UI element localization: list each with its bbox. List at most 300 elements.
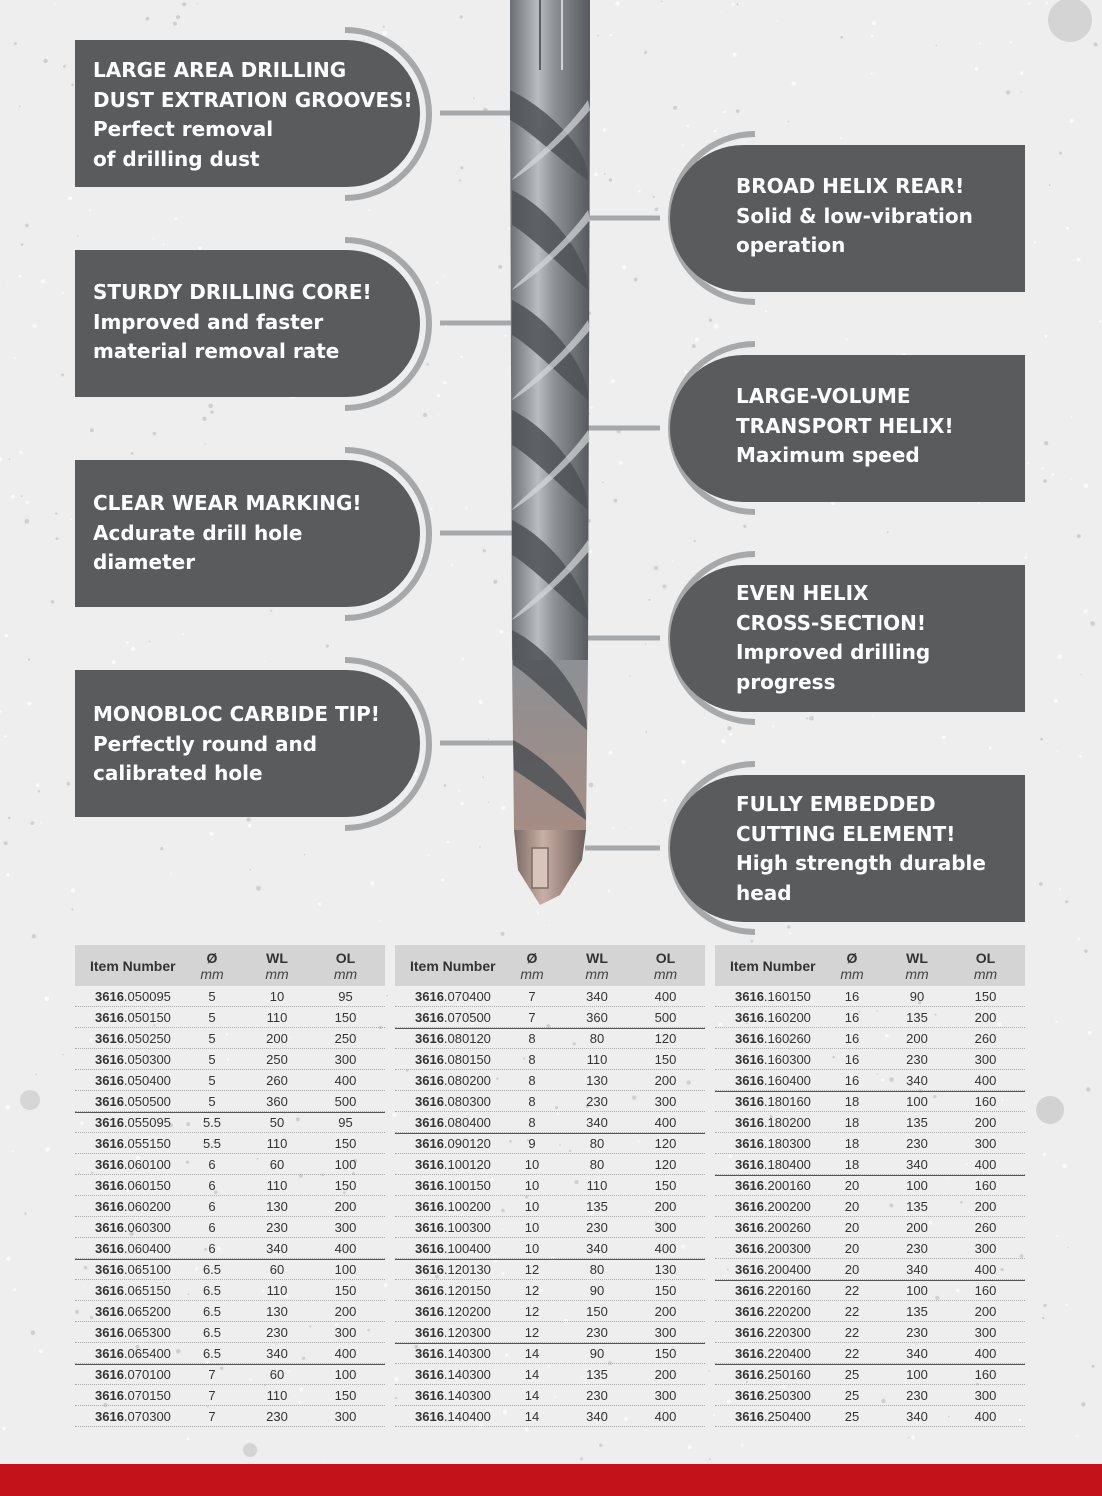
- item-suffix: .080200: [443, 1072, 491, 1088]
- item-number-cell: [75, 1346, 192, 1361]
- item-number-cell: [395, 1094, 512, 1109]
- diameter-cell: 6: [208, 1198, 216, 1214]
- diameter-cell: 14: [524, 1408, 540, 1424]
- diameter-cell: 16: [844, 1072, 860, 1088]
- overall-length-cell: 250: [334, 1030, 357, 1046]
- table-row: [395, 1175, 705, 1196]
- table-header: [715, 945, 1025, 986]
- header-label: Ø: [526, 949, 538, 966]
- overall-length-cell: 160: [974, 1178, 997, 1193]
- item-prefix: 3616: [415, 1136, 444, 1151]
- working-length-cell: 360: [266, 1093, 288, 1109]
- overall-length-cell: 260: [974, 1219, 997, 1235]
- item-number-cell: [715, 1073, 832, 1088]
- overall-length-cell: 300: [654, 1324, 677, 1340]
- item-number-cell: [75, 1052, 192, 1067]
- diameter-cell: 9: [528, 1136, 536, 1151]
- item-suffix: .250400: [763, 1408, 811, 1424]
- diameter-cell: 12: [524, 1262, 540, 1277]
- working-length-cell: 135: [586, 1198, 608, 1214]
- table-row: [395, 1280, 705, 1301]
- table-row: [395, 1133, 705, 1154]
- item-prefix: 3616: [95, 1240, 124, 1256]
- item-suffix: .220300: [763, 1324, 811, 1340]
- item-suffix: .180200: [763, 1114, 811, 1130]
- overall-length-cell: 200: [974, 1114, 997, 1130]
- working-length-cell: 340: [586, 988, 608, 1004]
- item-suffix: .050500: [123, 1093, 171, 1109]
- item-suffix: .100200: [443, 1198, 491, 1214]
- diameter-cell: 20: [844, 1178, 860, 1193]
- overall-length-cell: 300: [974, 1051, 997, 1067]
- item-suffix: .250300: [763, 1387, 811, 1403]
- overall-length-cell: 200: [654, 1366, 677, 1382]
- item-suffix: .220400: [763, 1345, 811, 1361]
- overall-length-cell: 95: [338, 988, 353, 1004]
- working-length-cell: 60: [269, 1156, 285, 1172]
- working-length-cell: 230: [266, 1324, 288, 1340]
- table-row: [715, 1217, 1025, 1238]
- feature-line: Improved and faster: [93, 309, 324, 334]
- item-prefix: 3616: [95, 1282, 124, 1298]
- working-length-cell: 130: [266, 1303, 288, 1319]
- overall-length-cell: 150: [654, 1177, 677, 1193]
- table-row: [395, 1112, 705, 1133]
- table-row: [75, 1070, 385, 1091]
- item-suffix: .055150: [123, 1135, 171, 1151]
- table-header: [395, 945, 705, 986]
- item-suffix: .080300: [443, 1093, 491, 1109]
- item-number-cell: [395, 1241, 512, 1256]
- overall-length-cell: 300: [334, 1051, 357, 1067]
- working-length-cell: 230: [906, 1135, 928, 1151]
- table-row: [395, 1406, 705, 1427]
- column-header-diameter: [512, 950, 552, 982]
- diameter-cell: 5.5: [202, 1115, 222, 1130]
- diameter-cell: 5: [208, 1072, 216, 1088]
- feature-line: Perfectly round and: [93, 731, 318, 756]
- working-length-cell: 230: [906, 1051, 928, 1067]
- overall-length-cell: 260: [974, 1030, 997, 1046]
- overall-length-cell: 300: [654, 1219, 677, 1235]
- overall-length-cell: 400: [974, 1156, 997, 1172]
- table-row: [715, 1154, 1025, 1175]
- overall-length-cell: 500: [654, 1009, 677, 1025]
- working-length-cell: 110: [266, 1282, 288, 1298]
- column-header-working-length: [872, 950, 962, 982]
- overall-length-cell: 300: [334, 1408, 357, 1424]
- overall-length-cell: 150: [974, 988, 997, 1004]
- item-suffix: .060150: [123, 1177, 171, 1193]
- item-suffix: .120300: [443, 1324, 491, 1340]
- item-number-cell: [395, 1115, 512, 1130]
- overall-length-cell: 400: [974, 1345, 997, 1361]
- working-length-cell: 230: [266, 1408, 288, 1424]
- column-header-working-length: [552, 950, 642, 982]
- overall-length-cell: 200: [654, 1303, 677, 1319]
- item-suffix: .070500: [443, 1009, 491, 1025]
- table-row: [715, 1343, 1025, 1364]
- feature-line: head: [736, 880, 792, 905]
- diameter-cell: 12: [524, 1324, 540, 1340]
- table-row: [75, 1133, 385, 1154]
- item-prefix: 3616: [95, 1262, 124, 1277]
- feature-card-transport-helix: [670, 355, 1025, 502]
- overall-length-cell: 120: [654, 1031, 677, 1046]
- diameter-cell: 5: [208, 1009, 216, 1025]
- overall-length-cell: 400: [654, 1408, 677, 1424]
- item-prefix: 3616: [95, 1051, 124, 1067]
- diameter-cell: 16: [844, 988, 860, 1004]
- feature-card-helix-rear: [670, 145, 1025, 292]
- item-suffix: .070300: [123, 1408, 171, 1424]
- item-suffix: .200260: [763, 1219, 811, 1235]
- item-number-cell: [395, 1304, 512, 1319]
- item-prefix: 3616: [415, 1031, 444, 1046]
- item-suffix: .220160: [763, 1283, 811, 1298]
- item-prefix: 3616: [735, 988, 764, 1004]
- diameter-cell: 20: [844, 1219, 860, 1235]
- item-suffix: .050095: [123, 988, 171, 1004]
- item-number-cell: [715, 1157, 832, 1172]
- item-prefix: 3616: [415, 1240, 444, 1256]
- item-number-cell: [715, 1031, 832, 1046]
- table-row: [715, 1196, 1025, 1217]
- diameter-cell: 10: [524, 1198, 540, 1214]
- item-suffix: .060400: [123, 1240, 171, 1256]
- item-number-cell: [395, 1262, 512, 1277]
- item-suffix: .180160: [763, 1094, 811, 1109]
- item-number-cell: [715, 1115, 832, 1130]
- item-suffix: .160300: [763, 1051, 811, 1067]
- working-length-cell: 90: [589, 1346, 605, 1361]
- feature-line: EVEN HELIX: [736, 581, 869, 605]
- table-row: [75, 1175, 385, 1196]
- unit-label: mm: [653, 965, 678, 982]
- table-row: [715, 1070, 1025, 1091]
- item-suffix: .160150: [763, 988, 811, 1004]
- table-row: [395, 1091, 705, 1112]
- item-prefix: 3616: [415, 1198, 444, 1214]
- unit-label: mm: [520, 965, 544, 982]
- feature-line: Solid & low-vibration: [736, 203, 973, 228]
- overall-length-cell: 150: [334, 1009, 357, 1025]
- item-number-cell: [75, 1199, 192, 1214]
- diameter-cell: 22: [844, 1283, 860, 1298]
- item-prefix: 3616: [735, 1345, 764, 1361]
- table-row: [75, 1406, 385, 1427]
- diameter-cell: 7: [528, 1009, 536, 1025]
- item-suffix: .080120: [443, 1031, 491, 1046]
- item-number-cell: [75, 1073, 192, 1088]
- overall-length-cell: 200: [974, 1009, 997, 1025]
- diameter-cell: 14: [524, 1366, 540, 1382]
- item-number-cell: [715, 1409, 832, 1424]
- item-prefix: 3616: [735, 1030, 764, 1046]
- working-length-cell: 110: [266, 1009, 288, 1025]
- working-length-cell: 200: [266, 1030, 288, 1046]
- overall-length-cell: 200: [654, 1198, 677, 1214]
- unit-label: mm: [333, 965, 358, 982]
- item-prefix: 3616: [735, 1051, 764, 1067]
- item-prefix: 3616: [735, 1009, 764, 1025]
- working-length-cell: 90: [589, 1282, 605, 1298]
- working-length-cell: 60: [269, 1262, 285, 1277]
- item-suffix: .100300: [443, 1219, 491, 1235]
- diameter-cell: 6.5: [202, 1303, 222, 1319]
- item-number-cell: [395, 989, 512, 1004]
- feature-line: High strength durable: [736, 851, 986, 875]
- item-number-cell: [715, 1325, 832, 1340]
- diameter-cell: 25: [844, 1367, 860, 1382]
- working-length-cell: 230: [586, 1324, 608, 1340]
- overall-length-cell: 100: [334, 1367, 357, 1382]
- feature-card-helix-cross-section: [670, 565, 1025, 712]
- overall-length-cell: 300: [334, 1219, 357, 1235]
- working-length-cell: 250: [266, 1051, 288, 1067]
- item-suffix: .120150: [443, 1282, 491, 1298]
- item-number-cell: [395, 1157, 512, 1172]
- item-number-cell: [715, 1199, 832, 1214]
- diameter-cell: 5: [208, 1051, 216, 1067]
- feature-line: calibrated hole: [93, 761, 263, 785]
- item-suffix: .065400: [123, 1345, 171, 1361]
- overall-length-cell: 160: [974, 1367, 997, 1382]
- item-prefix: 3616: [95, 1177, 124, 1193]
- overall-length-cell: 120: [654, 1156, 677, 1172]
- feature-line: Perfect removal: [93, 117, 274, 141]
- column-header-working-length: [232, 950, 322, 982]
- item-prefix: 3616: [415, 1051, 444, 1067]
- diameter-cell: 18: [844, 1094, 860, 1109]
- diameter-cell: 10: [524, 1219, 540, 1235]
- diameter-cell: 6.5: [202, 1324, 222, 1340]
- diameter-cell: 12: [524, 1303, 540, 1319]
- item-number-cell: [395, 1136, 512, 1151]
- table-row: [715, 1364, 1025, 1385]
- table-row: [395, 1322, 705, 1343]
- item-number-cell: [715, 1052, 832, 1067]
- overall-length-cell: 150: [654, 1051, 677, 1067]
- working-length-cell: 200: [906, 1030, 928, 1046]
- working-length-cell: 150: [586, 1303, 608, 1319]
- unit-label: mm: [840, 965, 864, 982]
- diameter-cell: 18: [844, 1156, 860, 1172]
- table-row: [75, 1049, 385, 1070]
- table-row: [715, 1322, 1025, 1343]
- working-length-cell: 100: [906, 1283, 928, 1298]
- unit-label: mm: [905, 965, 929, 982]
- item-number-cell: [715, 1304, 832, 1319]
- item-suffix: .055095: [123, 1115, 171, 1130]
- header-label: OL: [655, 949, 676, 966]
- item-number-cell: [395, 1346, 512, 1361]
- drill-bit-image: [470, 0, 630, 910]
- header-label: WL: [266, 949, 288, 966]
- table-row: [75, 1280, 385, 1301]
- table-row: [75, 1028, 385, 1049]
- item-number-cell: [715, 1094, 832, 1109]
- working-length-cell: 100: [906, 1094, 928, 1109]
- diameter-cell: 18: [844, 1135, 860, 1151]
- item-number-cell: [75, 1367, 192, 1382]
- spec-table-2: [395, 945, 705, 1427]
- header-label: OL: [335, 949, 356, 966]
- item-suffix: .070100: [123, 1367, 171, 1382]
- item-suffix: .200160: [763, 1178, 811, 1193]
- working-length-cell: 130: [586, 1072, 608, 1088]
- overall-length-cell: 400: [334, 1240, 357, 1256]
- item-number-cell: [75, 1178, 192, 1193]
- table-row: [395, 1196, 705, 1217]
- diameter-cell: 16: [844, 1051, 860, 1067]
- table-row: [715, 1133, 1025, 1154]
- item-suffix: .200400: [763, 1261, 811, 1277]
- spec-table-3: [715, 945, 1025, 1427]
- item-number-cell: [75, 1241, 192, 1256]
- item-suffix: .250160: [763, 1367, 811, 1382]
- item-prefix: 3616: [735, 1303, 764, 1319]
- item-number-cell: [75, 1304, 192, 1319]
- table-row: [395, 1049, 705, 1070]
- working-length-cell: 60: [269, 1367, 285, 1382]
- feature-line: of drilling dust: [93, 146, 260, 171]
- column-header-overall-length: [322, 950, 369, 982]
- feature-line: Acdurate drill hole: [93, 520, 303, 545]
- feature-line: FULLY EMBEDDED: [736, 792, 936, 816]
- item-prefix: 3616: [735, 1114, 764, 1130]
- spec-table-1: [75, 945, 385, 1427]
- overall-length-cell: 100: [334, 1156, 357, 1172]
- item-suffix: .120200: [443, 1303, 491, 1319]
- diameter-cell: 5: [208, 988, 216, 1004]
- diameter-cell: 10: [524, 1156, 540, 1172]
- working-length-cell: 260: [266, 1072, 288, 1088]
- diameter-cell: 12: [524, 1282, 540, 1298]
- working-length-cell: 110: [266, 1177, 288, 1193]
- item-suffix: .200200: [763, 1198, 811, 1214]
- table-row: [395, 986, 705, 1007]
- item-suffix: .060200: [123, 1198, 171, 1214]
- item-prefix: 3616: [415, 1303, 444, 1319]
- feature-line: CUTTING ELEMENT!: [736, 821, 956, 846]
- table-row: [715, 1301, 1025, 1322]
- overall-length-cell: 400: [334, 1345, 357, 1361]
- item-number-cell: [75, 1283, 192, 1298]
- item-prefix: 3616: [415, 1009, 444, 1025]
- table-row: [75, 1196, 385, 1217]
- overall-length-cell: 400: [974, 1408, 997, 1424]
- diameter-cell: 22: [844, 1345, 860, 1361]
- column-header-item-number: Item Number: [410, 957, 496, 974]
- diameter-cell: 22: [844, 1324, 860, 1340]
- item-prefix: 3616: [95, 1367, 124, 1382]
- item-number-cell: [395, 1367, 512, 1382]
- overall-length-cell: 300: [654, 1093, 677, 1109]
- item-suffix: .180400: [763, 1156, 811, 1172]
- overall-length-cell: 200: [974, 1198, 997, 1214]
- item-prefix: 3616: [95, 1135, 124, 1151]
- item-prefix: 3616: [735, 1367, 764, 1382]
- header-label: WL: [906, 949, 928, 966]
- table-row: [75, 1112, 385, 1133]
- item-number-cell: [715, 1283, 832, 1298]
- diameter-cell: 5: [208, 1093, 216, 1109]
- diameter-cell: 10: [524, 1177, 540, 1193]
- overall-length-cell: 150: [654, 1282, 677, 1298]
- table-row: [395, 1154, 705, 1175]
- overall-length-cell: 500: [334, 1093, 357, 1109]
- item-suffix: .070150: [123, 1387, 171, 1403]
- feature-card-cutting-element: [670, 775, 1025, 922]
- footer-red-bar: [0, 1464, 1102, 1496]
- working-length-cell: 230: [586, 1219, 608, 1235]
- item-prefix: 3616: [415, 988, 444, 1004]
- overall-length-cell: 120: [654, 1136, 677, 1151]
- working-length-cell: 135: [906, 1114, 928, 1130]
- overall-length-cell: 300: [974, 1135, 997, 1151]
- diameter-cell: 8: [528, 1072, 536, 1088]
- table-row: [395, 1259, 705, 1280]
- overall-length-cell: 300: [334, 1324, 357, 1340]
- item-prefix: 3616: [735, 1283, 764, 1298]
- working-length-cell: 135: [906, 1303, 928, 1319]
- feature-card-drilling-core: [75, 250, 420, 397]
- item-prefix: 3616: [95, 1198, 124, 1214]
- diameter-cell: 6: [208, 1219, 216, 1235]
- item-prefix: 3616: [735, 1072, 764, 1088]
- overall-length-cell: 200: [974, 1303, 997, 1319]
- working-length-cell: 340: [906, 1408, 928, 1424]
- diameter-cell: 7: [208, 1387, 216, 1403]
- table-row: [715, 1028, 1025, 1049]
- item-prefix: 3616: [415, 1387, 444, 1403]
- table-row: [715, 1112, 1025, 1133]
- overall-length-cell: 400: [974, 1072, 997, 1088]
- item-prefix: 3616: [735, 1178, 764, 1193]
- item-number-cell: [715, 1010, 832, 1025]
- item-number-cell: [75, 1325, 192, 1340]
- item-number-cell: [395, 1052, 512, 1067]
- working-length-cell: 50: [269, 1115, 285, 1130]
- table-row: [75, 1385, 385, 1406]
- feature-line: LARGE AREA DRILLING: [93, 58, 347, 82]
- item-prefix: 3616: [415, 1177, 444, 1193]
- table-row: [715, 1091, 1025, 1112]
- header-label: WL: [586, 949, 608, 966]
- diameter-cell: 25: [844, 1408, 860, 1424]
- table-row: [715, 1007, 1025, 1028]
- working-length-cell: 130: [266, 1198, 288, 1214]
- item-number-cell: [75, 1409, 192, 1424]
- column-header-diameter: [832, 950, 872, 982]
- working-length-cell: 230: [906, 1240, 928, 1256]
- item-prefix: 3616: [415, 1282, 444, 1298]
- working-length-cell: 340: [266, 1240, 288, 1256]
- working-length-cell: 135: [586, 1366, 608, 1382]
- item-number-cell: [395, 1199, 512, 1214]
- item-suffix: .200300: [763, 1240, 811, 1256]
- item-prefix: 3616: [415, 1346, 444, 1361]
- column-header-diameter: [192, 950, 232, 982]
- unit-label: mm: [200, 965, 224, 982]
- item-suffix: .065100: [123, 1262, 171, 1277]
- item-number-cell: [75, 1094, 192, 1109]
- item-suffix: .065300: [123, 1324, 171, 1340]
- item-suffix: .140300: [443, 1366, 491, 1382]
- table-row: [715, 1175, 1025, 1196]
- table-row: [75, 1301, 385, 1322]
